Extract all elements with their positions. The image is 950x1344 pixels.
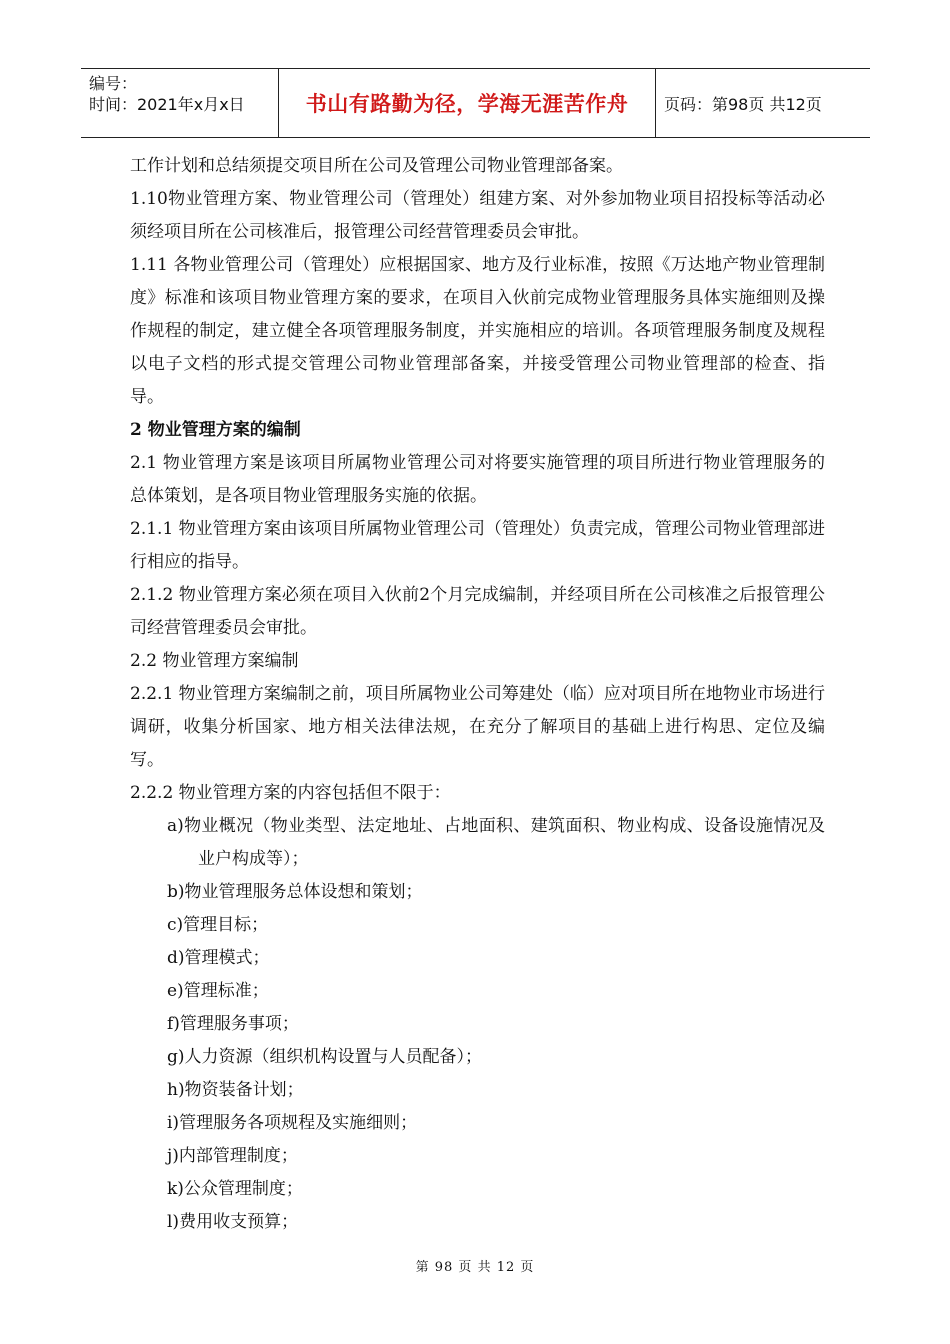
list-item: e)管理标准； xyxy=(167,981,269,1001)
list-item: b)物业管理服务总体设想和策划； xyxy=(167,882,423,902)
list-item: k)公众管理制度； xyxy=(167,1179,303,1199)
number-label: 编号： xyxy=(89,74,138,93)
page-footer: 第 98 页 共 12 页 xyxy=(415,1260,535,1275)
list-item: i)管理服务各项规程及实施细则； xyxy=(167,1113,418,1133)
section-heading: 2 物业管理方案的编制 xyxy=(130,420,301,440)
list-item: h)物资装备计划； xyxy=(167,1080,304,1100)
paragraph: 2.1 物业管理方案是该项目所属物业管理公司对将要实施管理的项目所进行物业管理服务的总体策划，是各项目物业管理服务实施的依据。 xyxy=(130,453,825,506)
list-item: d)管理模式； xyxy=(167,948,270,968)
list-item: g)人力资源（组织机构设置与人员配备）； xyxy=(167,1047,483,1067)
paragraph: 1.11 各物业管理公司（管理处）应根据国家、地方及行业标准，按照《万达地产物业管理制度》标准和该项目物业管理方案的要求，在项目入伙前完成物业管理服务具体实施细则及操作规程的制定，建立健全各项管理服务制度，并实施相应的培训。各项管理服务制度及规程以电子文档的形式提交管理公司物业管理部备案，并接受管理公司物业管理部的检查、指导。 xyxy=(130,255,825,407)
paragraph: 工作计划和总结须提交项目所在公司及管理公司物业管理部备案。 xyxy=(130,156,623,176)
date-label: 时间：2021年x月x日 xyxy=(89,95,245,114)
list-item: f)管理服务事项； xyxy=(167,1014,299,1034)
paragraph: 2.2.1 物业管理方案编制之前，项目所属物业公司筹建处（临）应对项目所在地物业市场进行调研，收集分析国家、地方相关法律法规，在充分了解项目的基础上进行构思、定位及编写。 xyxy=(130,684,825,770)
header-meta xyxy=(81,69,279,137)
paragraph: 1.10物业管理方案、物业管理公司（管理处）组建方案、对外参加物业项目招投标等活动必须经项目所在公司核准后，报管理公司经营管理委员会审批。 xyxy=(130,189,825,242)
paragraph: 2.2.2 物业管理方案的内容包括但不限于： xyxy=(130,783,451,803)
document-body xyxy=(130,150,825,1239)
list-item: j)内部管理制度； xyxy=(167,1146,298,1166)
paragraph: 2.2 物业管理方案编制 xyxy=(130,651,299,671)
header-page-label: 页码：第98页 共12页 xyxy=(664,94,822,114)
list-item: c)管理目标； xyxy=(167,915,269,935)
page-header xyxy=(81,68,870,138)
paragraph: 2.1.1 物业管理方案由该项目所属物业管理公司（管理处）负责完成，管理公司物业管理部进行相应的指导。 xyxy=(130,519,825,572)
list-item: l)费用收支预算； xyxy=(167,1212,299,1232)
list-item: a)物业概况（物业类型、法定地址、占地面积、建筑面积、物业构成、设备设施情况及业户构成等）； xyxy=(167,816,825,869)
paragraph: 2.1.2 物业管理方案必须在项目入伙前2个月完成编制，并经项目所在公司核准之后报管理公司经营管理委员会审批。 xyxy=(130,585,825,638)
header-motto: 书山有路勤为径，学海无涯苦作舟 xyxy=(279,69,656,137)
